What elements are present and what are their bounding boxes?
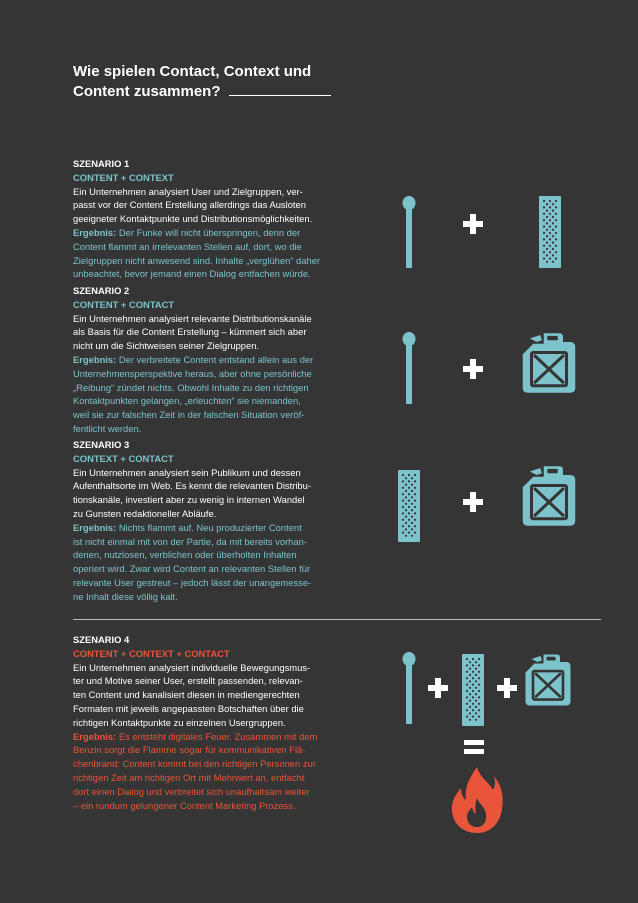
scenario-1-result-line-3: Zielgruppen nicht anwesend sind. Inhalte „verglühen“ daher <box>73 254 321 266</box>
scenario-3-result-line-6: ne Inhalt diese völlig kalt. <box>73 590 178 602</box>
jerry-can-icon <box>521 466 577 526</box>
scenario-3 <box>73 438 341 604</box>
scenario-4-result-line-5: dort einen Dialog und verbreitet sich unaufhaltsam weiter <box>73 785 310 797</box>
flame-icon <box>449 766 505 834</box>
scenario-3-line-2: Aufenthaltsorte im Web. Es kennt die relevanten Distribu- <box>73 480 311 492</box>
match-icon <box>400 332 418 404</box>
match-icon <box>400 652 418 724</box>
scenario-1-result-line-4: unbeachtet, bevor jemand einen Dialog entfachen würde. <box>73 268 311 280</box>
scenario-1-line-3: geeigneter Kontaktpunkte und Distributionsmöglichkeiten. <box>73 213 313 225</box>
scenario-2-line-2: als Basis für die Content Erstellung – kümmert sich aber <box>73 326 307 338</box>
scenario-2-result-line-5: weil sie zur falschen Zeit in der falschen Situation veröf- <box>73 409 305 421</box>
scenario-3-result-line-5: relevante User gestreut – jedoch lässt der unangemesse- <box>73 576 312 588</box>
scenario-2-result-line-4: Kontaktpunkten gelangen, „erleuchten“ sie niemanden, <box>73 395 301 407</box>
scenario-1-line-1: Ein Unternehmen analysiert User und Zielgruppen, ver- <box>73 185 303 197</box>
equals-icon <box>463 738 485 756</box>
scenario-4-result-line-6: – ein rundum gelungener Content Marketing Prozess. <box>73 799 296 811</box>
scenario-4-heading: SZENARIO 4 <box>73 634 130 645</box>
matchbox-icon <box>398 470 420 542</box>
page-title <box>73 62 338 102</box>
scenario-4-result <box>73 730 341 744</box>
scenario-2-heading: SZENARIO 2 <box>73 285 130 296</box>
scenario-1-result-label: Ergebnis: <box>73 226 117 238</box>
plus-icon <box>496 677 518 699</box>
scenario-3-result-line-1: Nichts flammt auf. Neu produzierter Content <box>116 521 302 533</box>
plus-icon <box>427 677 449 699</box>
scenario-3-line-1: Ein Unternehmen analysiert sein Publikum und dessen <box>73 466 301 478</box>
plus-icon <box>462 213 484 235</box>
scenario-4 <box>73 633 341 812</box>
scenario-3-line-3: tionskanäle, investiert aber zu wenig in internen Wandel <box>73 494 305 506</box>
scenario-4-line-3: ten Content und kanalisiert diesen in mediengerechten <box>73 689 300 701</box>
title-underline <box>229 95 331 96</box>
scenario-4-result-line-2: Benzin sorgt die Flamme sogar für kommunikativen Flä- <box>73 744 306 756</box>
scenario-1-result-line-1: Der Funke will nicht überspringen, denn der <box>116 226 301 238</box>
section-divider <box>73 619 601 620</box>
jerry-can-icon <box>521 333 577 393</box>
scenario-2-result-line-3: „Reibung“ zündet nichts. Obwohl Inhalte zu den richtigen <box>73 381 309 393</box>
plus-icon <box>462 358 484 380</box>
scenario-2-line-1: Ein Unternehmen analysiert relevante Distributionskanäle <box>73 312 312 324</box>
scenario-3-result-line-4: operiert wird. Zwar wird Content an relevanten Stellen für <box>73 563 311 575</box>
scenario-4-line-1: Ein Unternehmen analysiert individuelle Bewegungsmus- <box>73 661 311 673</box>
scenario-2-result-line-2: Unternehmensperspektive heraus, aber ohne persönliche <box>73 367 312 379</box>
scenario-4-result-line-3: chenbrand: Content kommt bei den richtigen Personen zur <box>73 758 316 770</box>
scenario-2-result-line-1: Der verbreitete Content entstand allein aus der <box>116 353 314 365</box>
scenario-2-result-label: Ergebnis: <box>73 353 117 365</box>
scenario-3-result-line-2: ist nicht einmal mit von der Partie, da mit bereits vorhan- <box>73 535 307 547</box>
matchbox-icon <box>462 654 484 726</box>
match-icon <box>400 196 418 268</box>
scenario-4-result-line-1: Es entsteht digitales Feuer. Zusammen mit dem <box>116 730 318 742</box>
scenario-2-result <box>73 353 341 367</box>
scenario-3-heading: SZENARIO 3 <box>73 439 130 450</box>
scenario-1-subheading: CONTENT + CONTEXT <box>73 171 174 183</box>
scenario-1-result <box>73 226 341 240</box>
scenario-1-heading: SZENARIO 1 <box>73 158 130 169</box>
scenario-4-subheading: CONTENT + CONTEXT + CONTACT <box>73 647 230 659</box>
scenario-3-result <box>73 521 341 535</box>
scenario-2-line-3: nicht um die Sichtweisen seiner Zielgruppen. <box>73 340 260 352</box>
scenario-4-line-2: ter und Motive seiner User, erstellt passenden, relevan- <box>73 675 303 687</box>
matchbox-icon <box>539 196 561 268</box>
scenario-2 <box>73 284 341 436</box>
scenario-1 <box>73 157 341 281</box>
page-title-line-2: Content zusammen? <box>73 83 221 100</box>
scenario-3-subheading: CONTEXT + CONTACT <box>73 452 174 464</box>
scenario-3-result-label: Ergebnis: <box>73 521 117 533</box>
scenario-4-line-4: Formaten mit jeweils angepassten Botschaften über die <box>73 702 304 714</box>
plus-icon <box>462 491 484 513</box>
scenario-4-result-line-4: richtigen Zeit am richtigen Ort mit Mehrwert an, entfacht <box>73 771 305 783</box>
scenario-2-subheading: CONTENT + CONTACT <box>73 298 175 310</box>
scenario-3-result-line-3: denen, nutzlosen, verblichen oder überholten Inhalten <box>73 549 297 561</box>
page-title-line-1: Wie spielen Contact, Context und <box>73 63 312 80</box>
scenario-4-line-5: richtigen Kontaktpunkte zu einzelnen Usergruppen. <box>73 716 286 728</box>
scenario-4-result-label: Ergebnis: <box>73 730 117 742</box>
jerry-can-icon <box>524 654 572 706</box>
scenario-2-result-line-6: fentlicht werden. <box>73 422 142 434</box>
scenario-1-result-line-2: Content flammt an irrelevanten Stellen auf, dort, wo die <box>73 240 302 252</box>
scenario-1-line-2: passt vor der Content Erstellung allerdings das Ausloten <box>73 199 306 211</box>
scenario-3-line-4: zu Gunsten redaktioneller Abläufe. <box>73 507 217 519</box>
